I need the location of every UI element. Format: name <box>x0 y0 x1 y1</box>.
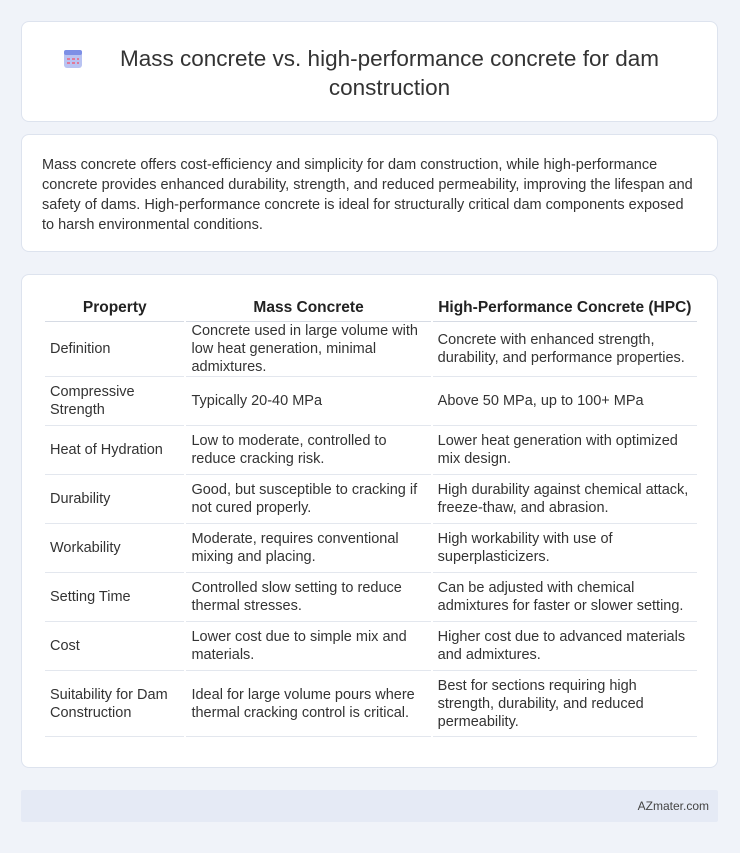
header-hpc: High-Performance Concrete (HPC) <box>433 295 697 322</box>
row-hpc: Concrete with enhanced strength, durability, and performance properties. <box>433 322 697 377</box>
row-property: Setting Time <box>45 573 184 622</box>
comparison-table <box>43 295 699 737</box>
row-mass-concrete: Typically 20-40 MPa <box>186 377 430 426</box>
table-row <box>45 475 697 524</box>
row-hpc: Best for sections requiring high strength, durability, and reduced permeability. <box>433 671 697 737</box>
row-mass-concrete: Lower cost due to simple mix and materials. <box>186 622 430 671</box>
table-header-row <box>45 295 697 322</box>
footer-brand[interactable]: AZmater.com <box>637 799 709 813</box>
table-row <box>45 426 697 475</box>
page-title: Mass concrete vs. high-performance concrete for dam construction <box>120 46 659 100</box>
header-property: Property <box>45 295 184 322</box>
row-hpc: Lower heat generation with optimized mix design. <box>433 426 697 475</box>
row-mass-concrete: Ideal for large volume pours where thermal cracking control is critical. <box>186 671 430 737</box>
row-hpc: Higher cost due to advanced materials and admixtures. <box>433 622 697 671</box>
row-property: Cost <box>45 622 184 671</box>
row-mass-concrete: Good, but susceptible to cracking if not cured properly. <box>186 475 430 524</box>
row-property: Compressive Strength <box>45 377 184 426</box>
row-mass-concrete: Moderate, requires conventional mixing and placing. <box>186 524 430 573</box>
table-row <box>45 524 697 573</box>
intro-text: Mass concrete offers cost-efficiency and simplicity for dam construction, while high-performance concrete provides enhanced durability, strength, and reduced permeability, improving the lifespan and safety of dams. High-performance concrete is ideal for structurally critical dam components exposed to harsh environmental conditions. <box>42 157 693 233</box>
table-row <box>45 622 697 671</box>
row-property: Durability <box>45 475 184 524</box>
row-hpc: Can be adjusted with chemical admixtures for faster or slower setting. <box>433 573 697 622</box>
row-hpc: High workability with use of superplasticizers. <box>433 524 697 573</box>
header-mass-concrete: Mass Concrete <box>186 295 430 322</box>
intro-card <box>21 134 718 252</box>
table-row <box>45 322 697 377</box>
row-mass-concrete: Controlled slow setting to reduce thermal stresses. <box>186 573 430 622</box>
table-row <box>45 573 697 622</box>
row-hpc: High durability against chemical attack, freeze-thaw, and abrasion. <box>433 475 697 524</box>
row-property: Heat of Hydration <box>45 426 184 475</box>
row-property: Suitability for Dam Construction <box>45 671 184 737</box>
title-card <box>21 21 718 122</box>
document-icon <box>62 48 84 70</box>
row-property: Workability <box>45 524 184 573</box>
table-row <box>45 671 697 737</box>
row-mass-concrete: Low to moderate, controlled to reduce cracking risk. <box>186 426 430 475</box>
row-hpc: Above 50 MPa, up to 100+ MPa <box>433 377 697 426</box>
footer-bar <box>21 790 718 822</box>
row-property: Definition <box>45 322 184 377</box>
row-mass-concrete: Concrete used in large volume with low heat generation, minimal admixtures. <box>186 322 430 377</box>
table-row <box>45 377 697 426</box>
comparison-table-card <box>21 274 718 768</box>
